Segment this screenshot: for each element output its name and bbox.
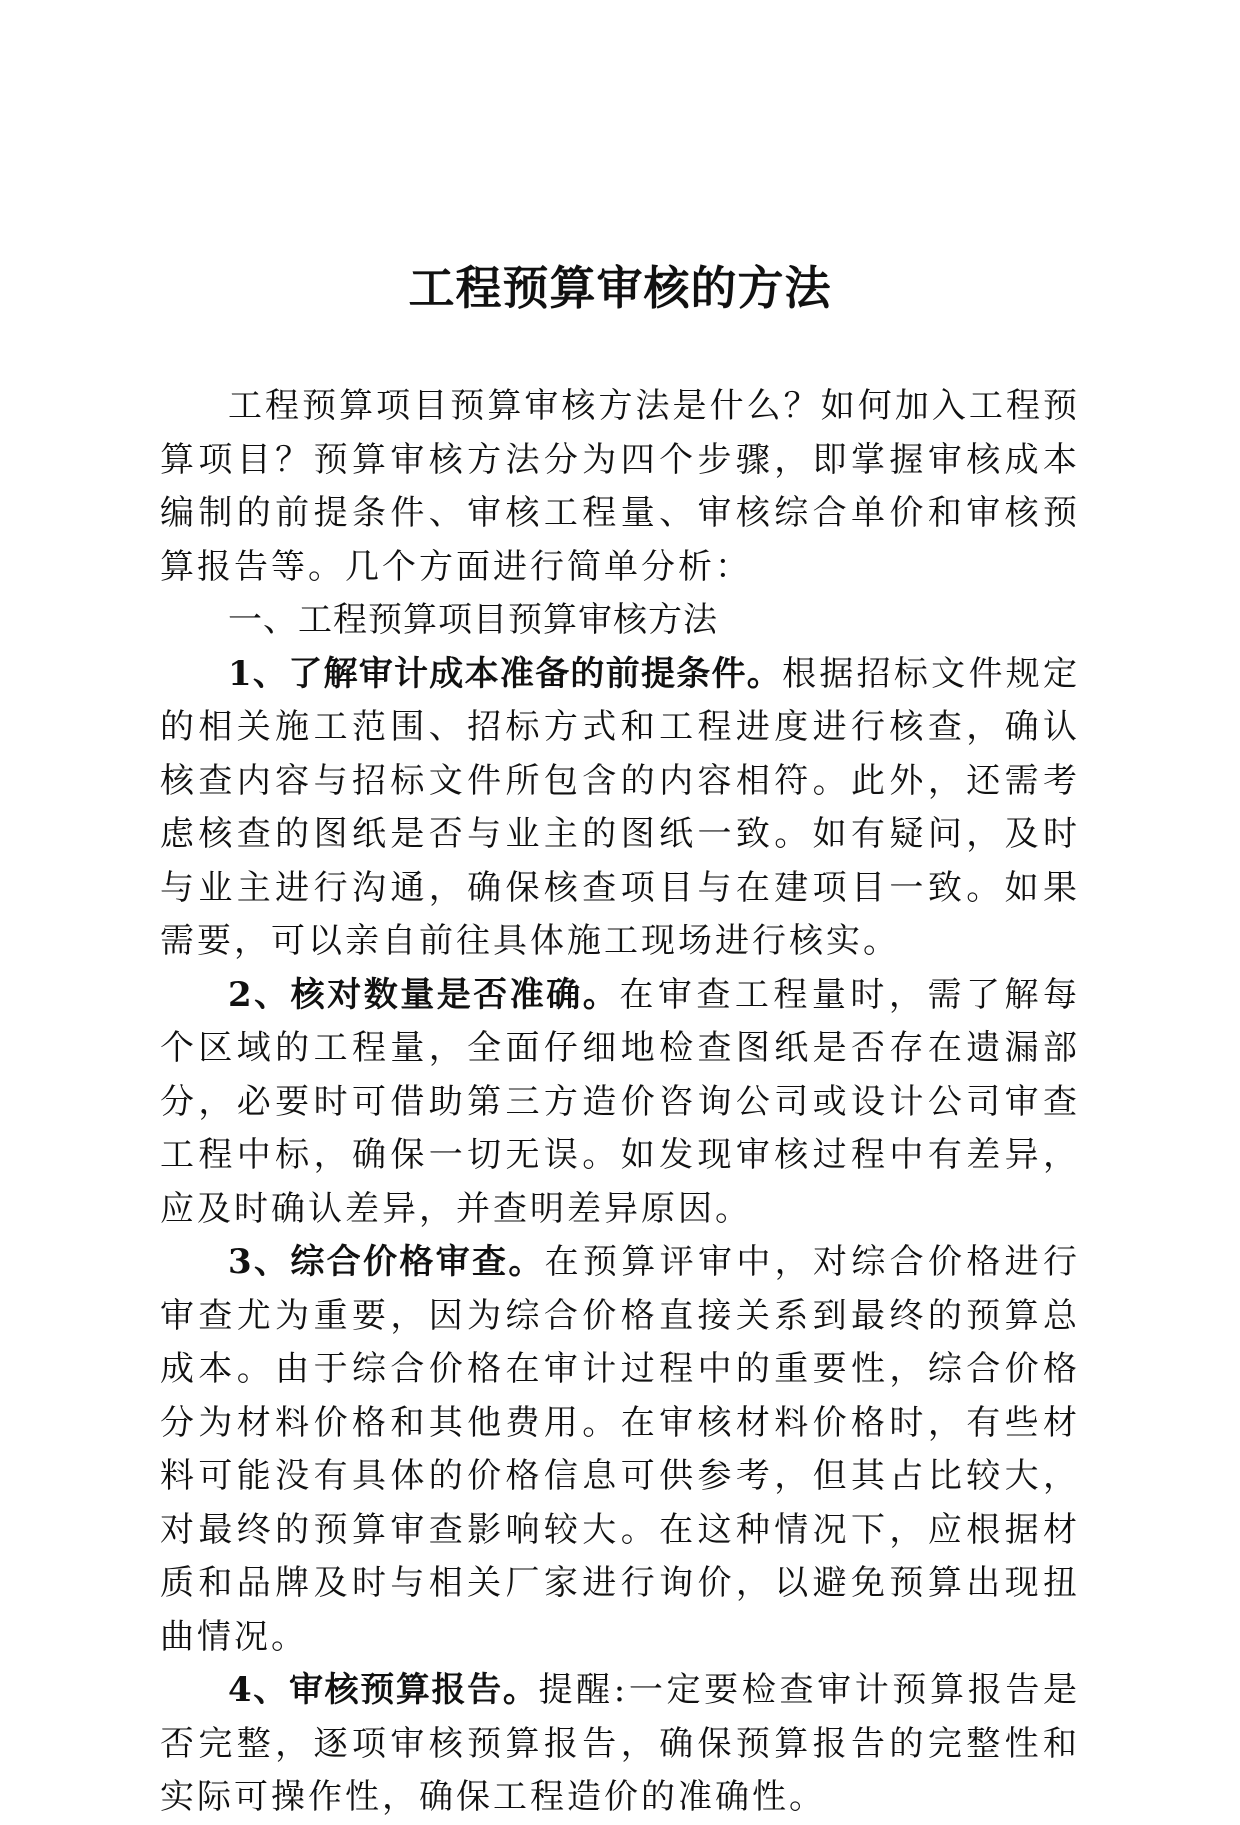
- section-heading: 一、工程预算项目预算审核方法: [228, 600, 718, 640]
- item-text-1: 根据招标文件规定的相关施工范围、招标方式和工程进度进行核查，确认核查内容与招标文件所包含的内容相符。此外，还需考虑核查的图纸是否与业主的图纸一致。如有疑问，及时与业主进行沟通，确保核查项目与在建项目一致。如果需要，可以亲自前往具体施工现场进行核实。: [160, 653, 1081, 961]
- document-page: [160, 0, 1081, 1817]
- intro-paragraph: 工程预算项目预算审核方法是什么？如何加入工程预算项目？预算审核方法分为四个步骤，即掌握审核成本编制的前提条件、审核工程量、审核综合单价和审核预算报告等。几个方面进行简单分析：: [160, 386, 1080, 587]
- item-paragraph-2: [160, 969, 1080, 1237]
- item-paragraph-4: [160, 1664, 1080, 1825]
- document-title: 工程预算审核的方法: [408, 261, 832, 315]
- item-paragraph-3: [160, 1236, 1080, 1664]
- item-lead-4: 4、审核预算报告。: [228, 1670, 539, 1710]
- item-lead-3: 3、综合价格审查。: [228, 1242, 545, 1282]
- item-text-2: 在审查工程量时，需了解每个区域的工程量，全面仔细地检查图纸是否存在遗漏部分，必要时可借助第三方造价咨询公司或设计公司审查工程中标，确保一切无误。如发现审核过程中有差异，应及时确认差异，并查明差异原因。: [160, 974, 1080, 1229]
- item-lead-1: 1、了解审计成本准备的前提条件。: [228, 653, 783, 694]
- document-body: [160, 380, 1080, 1825]
- item-text-4: 提醒:一定要检查审计预算报告是否完整，逐项审核预算报告，确保预算报告的完整性和实际可操作性，确保工程造价的准确性。: [160, 1670, 1080, 1817]
- item-text-3: 在预算评审中，对综合价格进行审查尤为重要，因为综合价格直接关系到最终的预算总成本。由于综合价格在审计过程中的重要性，综合价格分为材料价格和其他费用。在审核材料价格时，有些材料可能没有具体的价格信息可供参考，但其占比较大，对最终的预算审查影响较大。在这种情况下，应根据材质和品牌及时与相关厂家进行询价，以避免预算出现扭曲情况。: [160, 1242, 1080, 1657]
- item-paragraph-1: [160, 648, 1080, 969]
- item-lead-2: 2、核对数量是否准确。: [228, 974, 620, 1015]
